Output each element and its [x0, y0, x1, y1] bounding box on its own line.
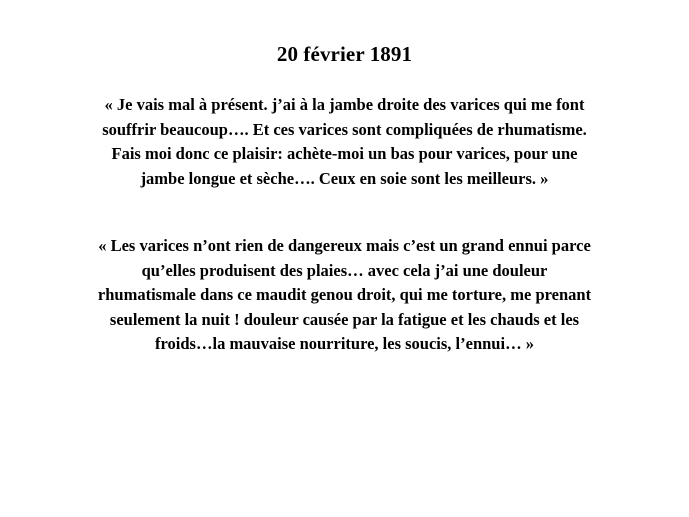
quote-line: Fais moi donc ce plaisir: achète-moi un bas pour varices, pour une [111, 144, 578, 163]
quote-line: seulement la nuit ! douleur causée par la fatigue et les chauds et les [109, 309, 580, 329]
quote-line: « Les varices n’ont rien de dangereux mais c’est un grand ennui parce [98, 236, 591, 255]
quote-line: souffrir beaucoup…. Et ces varices sont compliquées de rhumatisme. [102, 119, 587, 139]
quote-block-1 [40, 93, 649, 191]
quote-line: « Je vais mal à présent. j’ai à la jambe droite des varices qui me font [104, 95, 585, 114]
quote-line: rhumatismale dans ce maudit genou droit, qui me torture, me prenant [97, 285, 592, 304]
quote-line: qu’elles produisent des plaies… avec cela j’ai une douleur [141, 260, 548, 280]
quote-block-2 [40, 234, 649, 357]
quote-line: froids…la mauvaise nourriture, les soucis, l’ennui… » [155, 334, 534, 353]
quote-line: jambe longue et sèche…. Ceux en soie sont les meilleurs. » [140, 168, 549, 188]
page-title: 20 février 1891 [276, 42, 413, 66]
